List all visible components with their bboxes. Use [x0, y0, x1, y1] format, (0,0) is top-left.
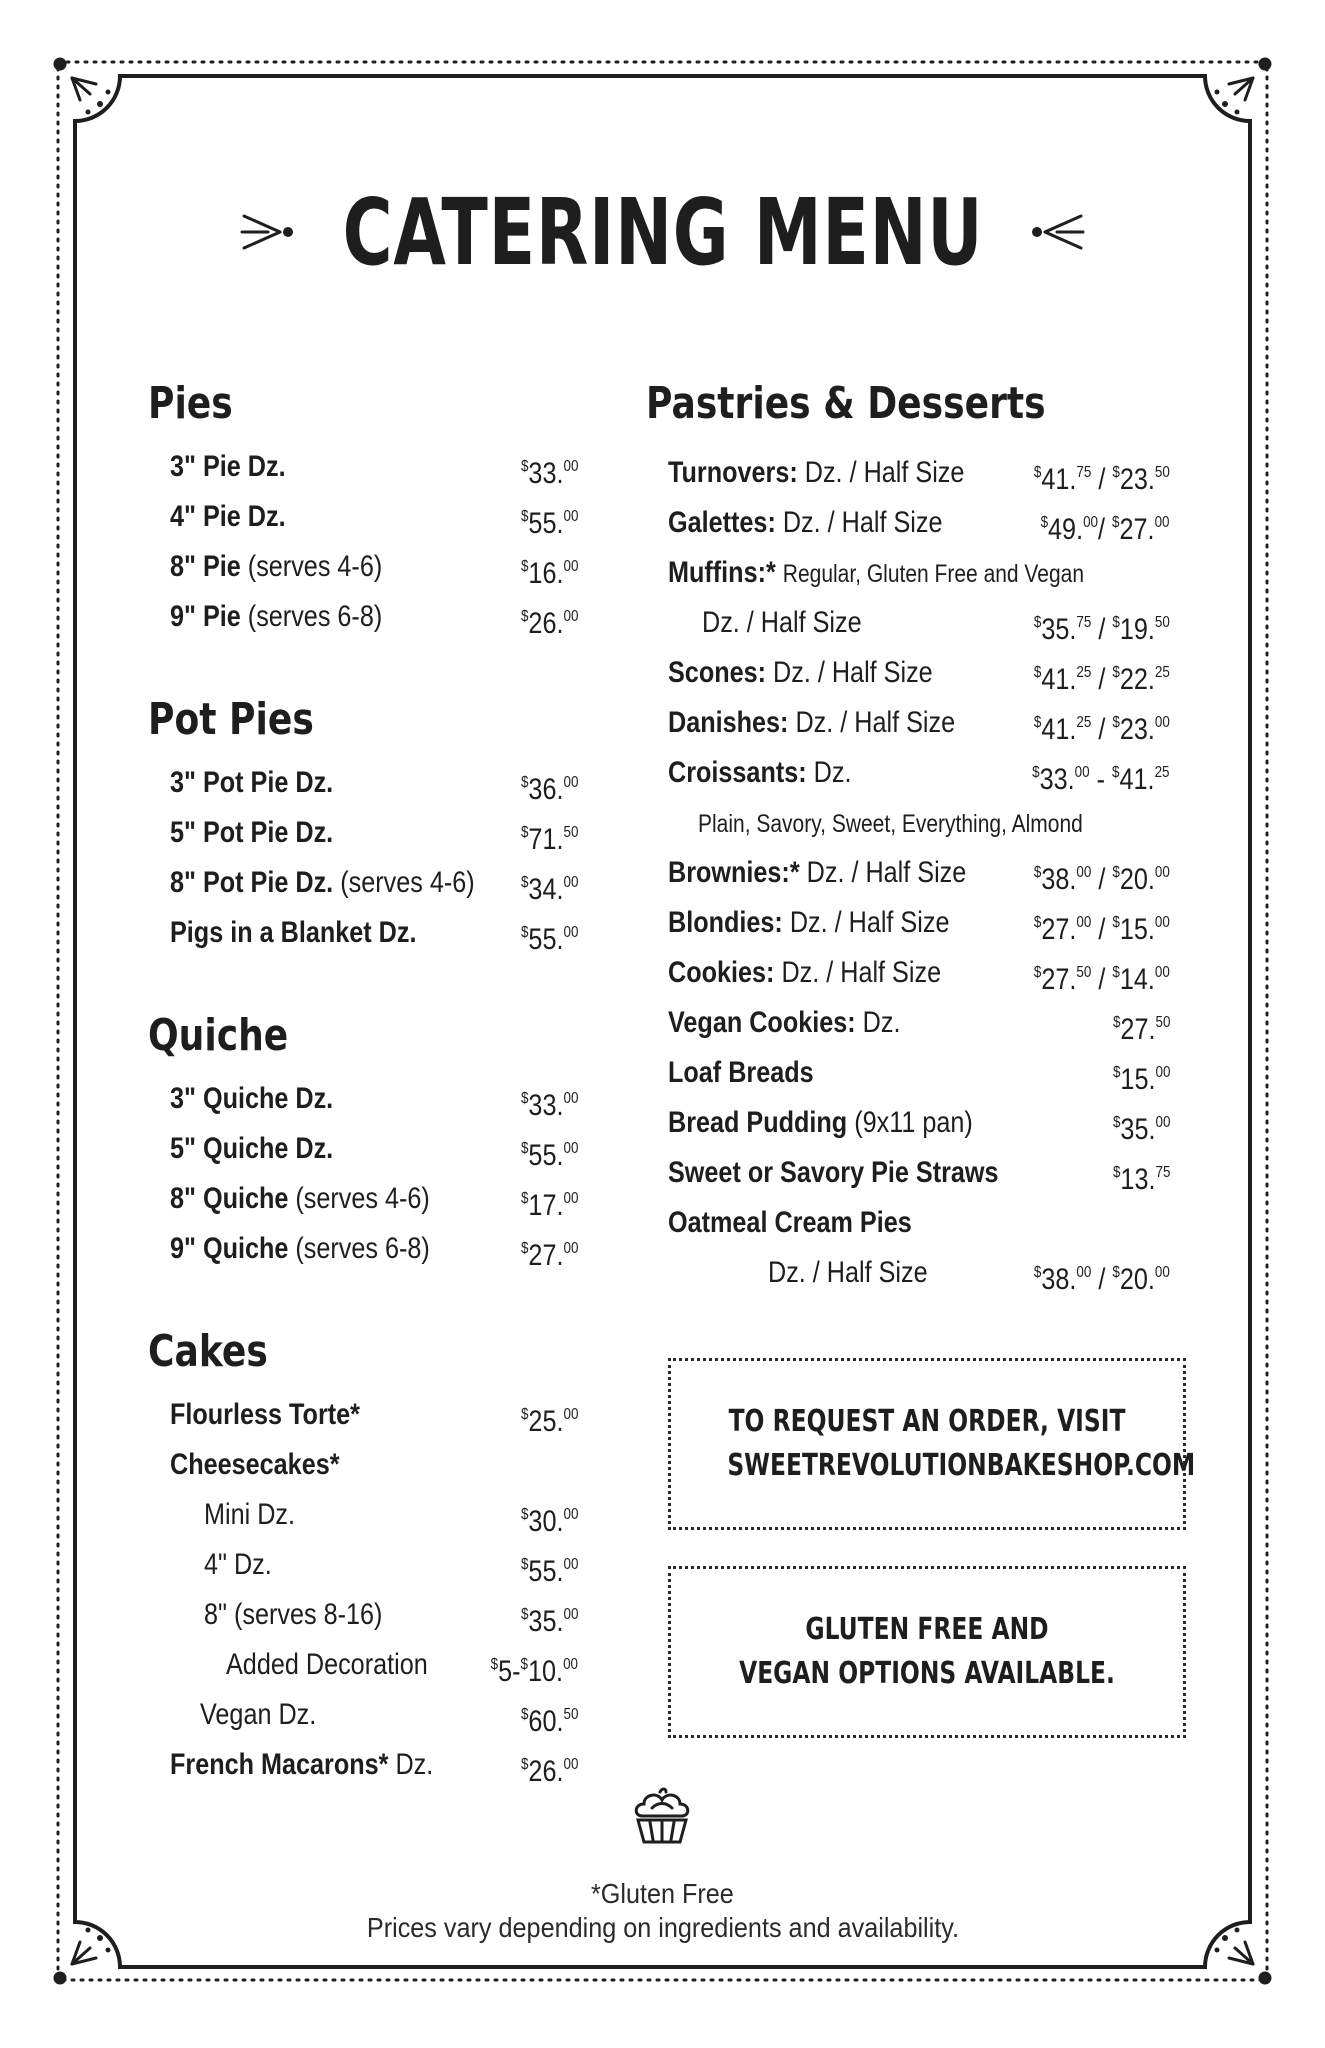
- menu-item: [148, 1440, 578, 1490]
- item-label: Flourless Torte*: [170, 1398, 360, 1431]
- section-items: [148, 1074, 578, 1274]
- menu-item-name: [668, 448, 964, 498]
- menu-item: [148, 492, 578, 542]
- item-detail: Dz. / Half Size: [781, 956, 942, 989]
- item-detail: Vegan Dz.: [200, 1698, 317, 1731]
- menu-item: [646, 1148, 1186, 1198]
- item-label: 9" Quiche: [170, 1232, 289, 1265]
- item-label: Loaf Breads: [668, 1056, 814, 1089]
- page-title: CATERING MENU: [342, 178, 983, 286]
- order-notice-line-1: TO REQUEST AN ORDER, VISIT: [728, 1404, 1126, 1439]
- item-label: Blondies:: [668, 906, 783, 939]
- menu-item-name: [170, 758, 333, 808]
- menu-item-price: $38.00 / $20.00: [1034, 1263, 1170, 1296]
- menu-item-price: $26.00: [520, 1755, 578, 1788]
- item-detail: Dz. / Half Size: [789, 906, 950, 939]
- menu-item-price: $49.00/ $27.00: [1041, 513, 1170, 546]
- menu-item-name: [668, 548, 1084, 599]
- gluten-free-note: *Gluten Free: [591, 1878, 734, 1909]
- item-label: Croissants:: [668, 756, 807, 789]
- item-label: Cheesecakes*: [170, 1448, 340, 1481]
- menu-item: [646, 548, 1186, 598]
- menu-item-name: [170, 1740, 433, 1790]
- menu-item-price: $27.00: [520, 1239, 578, 1272]
- item-detail: 4" Dz.: [204, 1548, 272, 1581]
- menu-item-name: [170, 808, 333, 858]
- menu-item-name: [668, 1048, 814, 1098]
- menu-item-name: [668, 748, 851, 798]
- menu-item: [646, 1198, 1186, 1248]
- item-detail: Dz. / Half Size: [795, 706, 956, 739]
- section-items: [148, 1390, 578, 1790]
- menu-item: [148, 1690, 578, 1740]
- menu-item: [646, 598, 1186, 648]
- item-detail: Dz.: [813, 756, 852, 789]
- menu-item: [646, 848, 1186, 898]
- menu-item-name: [170, 592, 382, 642]
- menu-item-price: $71.50: [520, 823, 578, 856]
- menu-item: [148, 1490, 578, 1540]
- menu-item-name: [204, 1490, 295, 1540]
- menu-item: [646, 1098, 1186, 1148]
- item-detail: Dz. / Half Size: [702, 606, 862, 639]
- item-detail: Dz.: [395, 1748, 434, 1781]
- menu-item: [646, 498, 1186, 548]
- menu-item-name: [170, 1390, 360, 1440]
- menu-item-name: [170, 1124, 333, 1174]
- menu-item: [148, 442, 578, 492]
- item-label: 5" Pot Pie Dz.: [170, 816, 334, 849]
- item-detail: (serves 4-6): [247, 550, 383, 583]
- item-detail: (serves 6-8): [247, 600, 383, 633]
- menu-item-name: [668, 948, 941, 998]
- menu-item-price: $35.75 / $19.50: [1034, 613, 1170, 646]
- menu-item-name: [170, 1440, 340, 1490]
- menu-item-price: $15.00: [1112, 1063, 1170, 1096]
- item-detail: 8" (serves 8-16): [204, 1598, 383, 1631]
- menu-item-price: $55.00: [520, 923, 578, 956]
- menu-item-name: [200, 1690, 316, 1740]
- menu-item: [646, 798, 1186, 848]
- menu-item: [148, 542, 578, 592]
- item-label: 3" Pot Pie Dz.: [170, 766, 334, 799]
- menu-item-price: $5-$10.00: [490, 1655, 578, 1688]
- menu-item: [646, 648, 1186, 698]
- menu-item: [646, 1248, 1186, 1298]
- menu-item-price: $38.00 / $20.00: [1034, 863, 1170, 896]
- title-flourish-icon: [1025, 210, 1085, 254]
- left-column: [148, 372, 578, 1790]
- section-items: [148, 442, 578, 642]
- menu-item: [148, 758, 578, 808]
- section-title: Pastries & Desserts: [646, 378, 1046, 429]
- menu-item: [148, 592, 578, 642]
- title-flourish-icon: [240, 210, 300, 254]
- menu-item-name: [170, 1174, 430, 1224]
- item-label: 3" Quiche Dz.: [170, 1082, 334, 1115]
- item-label: French Macarons*: [170, 1748, 389, 1781]
- item-label: Sweet or Savory Pie Straws: [668, 1156, 999, 1189]
- item-label: 5" Quiche Dz.: [170, 1132, 334, 1165]
- menu-item-name: [204, 1590, 382, 1640]
- menu-item-price: $55.00: [520, 1555, 578, 1588]
- item-label: 4" Pie Dz.: [170, 500, 286, 533]
- menu-item: [646, 948, 1186, 998]
- order-notice-box: [668, 1358, 1196, 1530]
- item-detail: Regular, Gluten Free and Vegan: [782, 560, 1085, 588]
- item-detail: Plain, Savory, Sweet, Everything, Almond: [698, 810, 1083, 838]
- item-detail: Dz. / Half Size: [782, 506, 943, 539]
- section-title: Quiche: [148, 1010, 289, 1061]
- item-label: Brownies:*: [668, 856, 800, 889]
- menu-item-price: $13.75: [1112, 1163, 1170, 1196]
- menu-item-price: $17.00: [520, 1189, 578, 1222]
- menu-item-price: $30.00: [520, 1505, 578, 1538]
- menu-item-price: $35.00: [520, 1605, 578, 1638]
- options-notice-line-1: GLUTEN FREE AND: [805, 1612, 1049, 1647]
- menu-item-name: [170, 1224, 430, 1274]
- item-detail: Dz. / Half Size: [806, 856, 967, 889]
- item-detail: Dz. / Half Size: [773, 656, 933, 689]
- menu-item-price: $35.00: [1112, 1113, 1170, 1146]
- menu-item: [646, 998, 1186, 1048]
- menu-item-price: $34.00: [520, 873, 578, 906]
- item-label: 8" Pie: [170, 550, 241, 583]
- menu-item: [148, 1074, 578, 1124]
- menu-item-name: [668, 1198, 912, 1248]
- menu-item-price: $16.00: [520, 557, 578, 590]
- menu-item-price: $36.00: [520, 773, 578, 806]
- menu-item-name: [668, 648, 933, 698]
- item-label: Turnovers:: [668, 456, 798, 489]
- item-detail: Dz. / Half Size: [804, 456, 965, 489]
- menu-item: [148, 1224, 578, 1274]
- menu-item-price: $33.00: [520, 1089, 578, 1122]
- cupcake-icon: [622, 1786, 702, 1850]
- item-label: Muffins:*: [668, 556, 776, 589]
- section-title: Cakes: [148, 1326, 268, 1377]
- menu-item-price: $27.50 / $14.00: [1034, 963, 1170, 996]
- menu-item-name: [170, 908, 416, 958]
- menu-item: [148, 808, 578, 858]
- section-items: [148, 758, 578, 958]
- menu-item-name: [170, 1074, 333, 1124]
- item-label: 8" Pot Pie Dz.: [170, 866, 334, 899]
- menu-item: [148, 1540, 578, 1590]
- menu-item-price: $55.00: [520, 507, 578, 540]
- right-column: [646, 372, 1186, 1298]
- item-label: 9" Pie: [170, 600, 241, 633]
- menu-item-name: [170, 442, 286, 492]
- menu-item-price: $26.00: [520, 607, 578, 640]
- item-label: Danishes:: [668, 706, 789, 739]
- menu-item-name: [204, 1540, 272, 1590]
- menu-item-name: [668, 848, 966, 898]
- menu-item-price: $27.50: [1112, 1013, 1170, 1046]
- menu-item-price: $33.00 - $41.25: [1032, 763, 1170, 796]
- menu-item-price: $41.25 / $23.00: [1034, 713, 1170, 746]
- item-label: Oatmeal Cream Pies: [668, 1206, 912, 1239]
- item-detail: (serves 6-8): [295, 1232, 430, 1265]
- menu-item-price: $60.50: [520, 1705, 578, 1738]
- menu-item-name: [226, 1640, 428, 1690]
- menu-item-name: [170, 542, 382, 592]
- price-note: Prices vary depending on ingredients and availability.: [366, 1912, 959, 1943]
- menu-item-price: $41.75 / $23.50: [1034, 463, 1170, 496]
- order-notice-line-2[interactable]: SWEETREVOLUTIONBAKESHOP.COM: [727, 1448, 1196, 1483]
- item-label: Scones:: [668, 656, 767, 689]
- options-notice-box: [668, 1566, 1186, 1738]
- menu-item-name: [668, 498, 943, 548]
- menu-item: [646, 898, 1186, 948]
- item-detail: (serves 4-6): [340, 866, 475, 899]
- menu-item-name: [668, 1098, 973, 1148]
- menu-item: [646, 448, 1186, 498]
- item-label: 8" Quiche: [170, 1182, 289, 1215]
- menu-item-name: [170, 492, 286, 542]
- menu-item-name: [702, 598, 862, 648]
- menu-item-name: [668, 898, 949, 948]
- menu-item-name: [668, 1148, 999, 1198]
- menu-item: [148, 1174, 578, 1224]
- menu-item: [148, 858, 578, 908]
- menu-item-name: [768, 1248, 928, 1298]
- menu-item: [148, 1124, 578, 1174]
- item-label: 3" Pie Dz.: [170, 450, 286, 483]
- section-items: [646, 448, 1186, 1298]
- menu-item-price: $41.25 / $22.25: [1034, 663, 1170, 696]
- item-detail: Dz.: [862, 1006, 901, 1039]
- section-title: Pot Pies: [148, 694, 314, 745]
- menu-item: [148, 908, 578, 958]
- item-label: Galettes:: [668, 506, 776, 539]
- item-label: Vegan Cookies:: [668, 1006, 856, 1039]
- menu-item-price: $27.00 / $15.00: [1034, 913, 1170, 946]
- menu-item-price: $55.00: [520, 1139, 578, 1172]
- item-label: Pigs in a Blanket Dz.: [170, 916, 417, 949]
- menu-item-name: [668, 998, 900, 1048]
- item-detail: Dz. / Half Size: [768, 1256, 928, 1289]
- menu-item-price: $25.00: [520, 1405, 578, 1438]
- item-detail: Added Decoration: [226, 1648, 428, 1681]
- section-title: Pies: [148, 378, 233, 429]
- menu-item-name: [698, 798, 1083, 849]
- options-notice-line-2: VEGAN OPTIONS AVAILABLE.: [739, 1656, 1115, 1691]
- menu-item: [148, 1640, 578, 1690]
- menu-item-name: [668, 698, 955, 748]
- menu-item: [148, 1390, 578, 1440]
- menu-item: [148, 1590, 578, 1640]
- title-row: [0, 172, 1325, 292]
- item-label: Cookies:: [668, 956, 775, 989]
- menu-item: [646, 698, 1186, 748]
- menu-item: [646, 1048, 1186, 1098]
- item-label: Bread Pudding: [668, 1106, 848, 1139]
- item-detail: Mini Dz.: [204, 1498, 296, 1531]
- item-detail: (9x11 pan): [854, 1106, 973, 1139]
- menu-item: [148, 1740, 578, 1790]
- menu-item: [646, 748, 1186, 798]
- menu-item-price: $33.00: [520, 457, 578, 490]
- item-detail: (serves 4-6): [295, 1182, 430, 1215]
- menu-item-name: [170, 858, 475, 908]
